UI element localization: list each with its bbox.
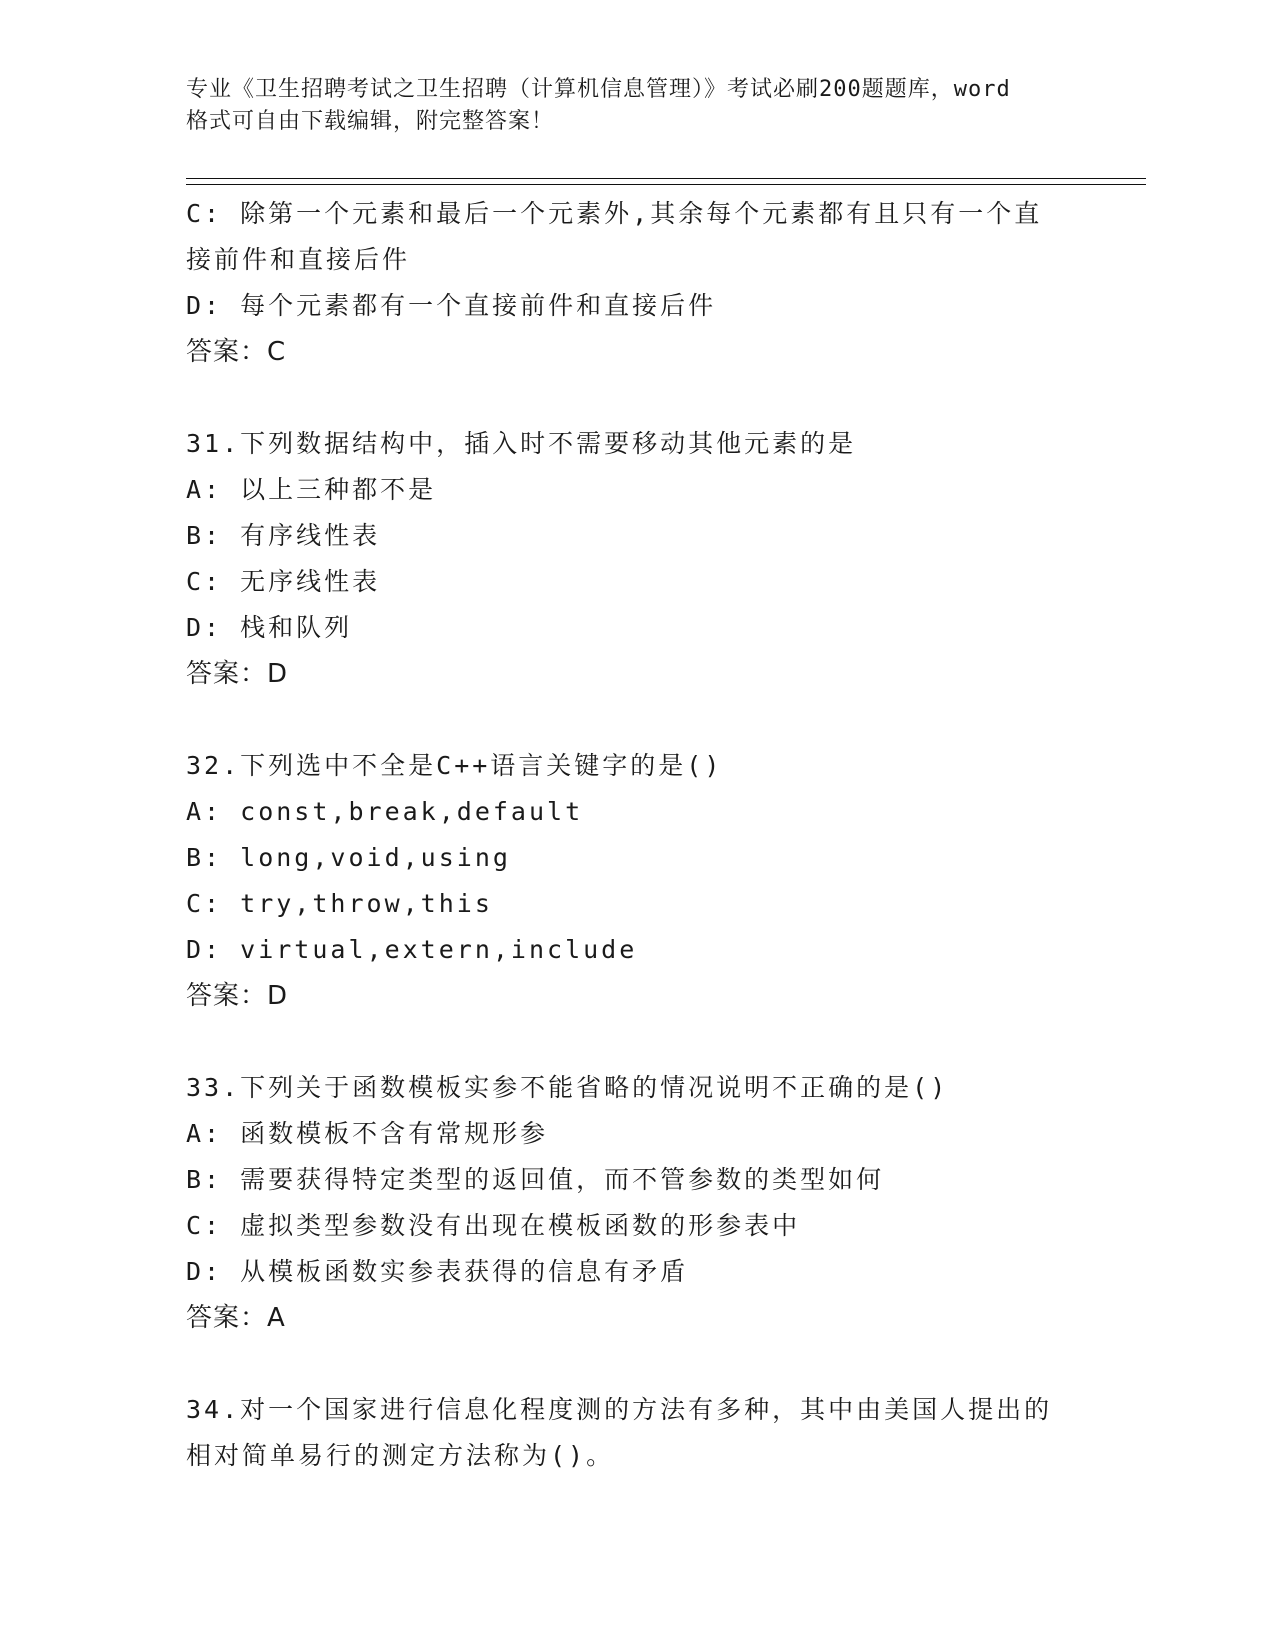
spacer bbox=[186, 1341, 1086, 1387]
question-stem-line-2: 相对简单易行的测定方法称为()。 bbox=[186, 1441, 615, 1470]
answer: 答案：D bbox=[186, 659, 289, 689]
header-rule-top bbox=[186, 178, 1146, 179]
question-33 bbox=[186, 1065, 1086, 1341]
question-list bbox=[186, 191, 1086, 1479]
question-stem: 33.下列关于函数模板实参不能省略的情况说明不正确的是() bbox=[186, 1073, 949, 1102]
option-b: B: 有序线性表 bbox=[186, 521, 381, 550]
option-b: B: long,void,using bbox=[186, 843, 511, 872]
spacer bbox=[186, 375, 1086, 421]
question-31 bbox=[186, 421, 1086, 697]
document-header bbox=[186, 74, 1086, 138]
header-line-2: 格式可自由下载编辑，附完整答案！ bbox=[186, 109, 555, 134]
option-c: C: 无序线性表 bbox=[186, 567, 381, 596]
option-a: A: const,break,default bbox=[186, 797, 584, 826]
option-d: D: 栈和队列 bbox=[186, 613, 353, 642]
header-line-1: 专业《卫生招聘考试之卫生招聘（计算机信息管理）》考试必刷200题题库，word bbox=[186, 77, 1011, 102]
question-stem-line-1: 34.对一个国家进行信息化程度测的方法有多种，其中由美国人提出的 bbox=[186, 1395, 1053, 1424]
option-c-line-1: C: 除第一个元素和最后一个元素外,其余每个元素都有且只有一个直 bbox=[186, 199, 1043, 228]
option-c-line-2: 接前件和直接后件 bbox=[186, 245, 411, 274]
answer: 答案：D bbox=[186, 981, 289, 1011]
option-c: C: try,throw,this bbox=[186, 889, 493, 918]
option-d: D: virtual,extern,include bbox=[186, 935, 638, 964]
answer: 答案：C bbox=[186, 337, 287, 367]
question-stem: 31.下列数据结构中，插入时不需要移动其他元素的是 bbox=[186, 429, 857, 458]
spacer bbox=[186, 697, 1086, 743]
question-34 bbox=[186, 1387, 1086, 1479]
option-a: A: 函数模板不含有常规形参 bbox=[186, 1119, 549, 1148]
option-b: B: 需要获得特定类型的返回值，而不管参数的类型如何 bbox=[186, 1165, 885, 1194]
option-a: A: 以上三种都不是 bbox=[186, 475, 437, 504]
question-30-continued bbox=[186, 191, 1086, 375]
option-d: D: 从模板函数实参表获得的信息有矛盾 bbox=[186, 1257, 689, 1286]
option-c: C: 虚拟类型参数没有出现在模板函数的形参表中 bbox=[186, 1211, 801, 1240]
option-d: D: 每个元素都有一个直接前件和直接后件 bbox=[186, 291, 717, 320]
answer: 答案：A bbox=[186, 1303, 286, 1333]
spacer bbox=[186, 1019, 1086, 1065]
question-32 bbox=[186, 743, 1086, 1019]
header-rule-bottom bbox=[186, 184, 1146, 185]
question-stem: 32.下列选中不全是C++语言关键字的是() bbox=[186, 751, 723, 780]
